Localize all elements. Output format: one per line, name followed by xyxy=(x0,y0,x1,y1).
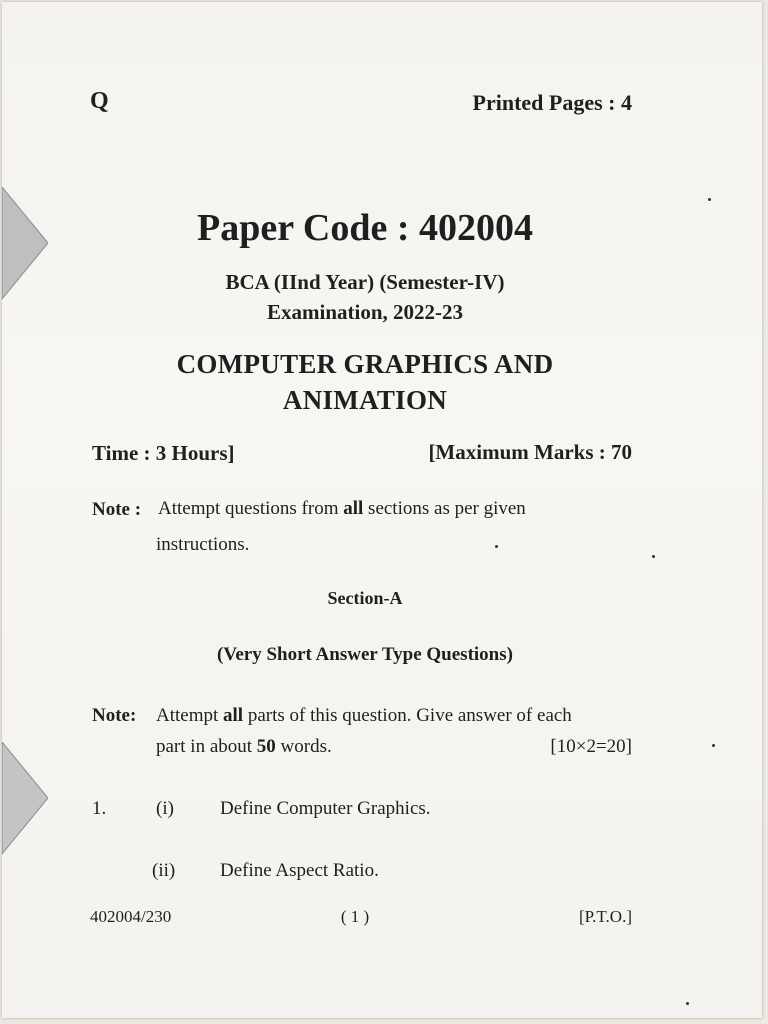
subject-title-line2: ANIMATION xyxy=(282,385,448,415)
general-note-text-before: Attempt questions from xyxy=(158,498,344,519)
exam-paper-page xyxy=(2,2,762,1018)
examination-line: Examination, 2022-23 xyxy=(266,300,463,324)
section-note-label: Note: xyxy=(92,705,137,726)
section-note-cont-bold: 50 xyxy=(256,736,276,757)
section-note-bold: all xyxy=(223,705,244,726)
section-note-text xyxy=(156,705,572,727)
section-note-cont-after: words. xyxy=(275,736,332,757)
maximum-marks: [Maximum Marks : 70 xyxy=(428,440,632,464)
ink-speck xyxy=(708,198,711,201)
ink-speck xyxy=(686,1002,689,1005)
course-line: BCA (IInd Year) (Semester-IV) xyxy=(225,270,505,294)
ink-speck xyxy=(712,744,715,747)
section-note-cont-before: part in about xyxy=(156,736,257,757)
footer-page-number: ( 1 ) xyxy=(340,907,370,926)
question-part-number: (ii) xyxy=(152,860,176,881)
general-note-continuation: instructions. xyxy=(156,534,250,555)
section-note-continuation xyxy=(156,736,332,758)
ink-speck xyxy=(495,545,498,548)
footer-paper-code: 402004/230 xyxy=(90,907,172,926)
general-note-text-after: sections as per given xyxy=(363,498,526,519)
ink-speck xyxy=(652,555,655,558)
section-note-after: parts of this question. Give answer of each xyxy=(243,705,572,726)
question-part-text: Define Computer Graphics. xyxy=(220,798,431,819)
question-number: 1. xyxy=(92,798,107,819)
question-part-text: Define Aspect Ratio. xyxy=(220,860,379,881)
binding-tab-bottom xyxy=(2,742,48,862)
section-subheading: (Very Short Answer Type Questions) xyxy=(217,644,513,665)
exam-time: Time : 3 Hours] xyxy=(92,441,235,465)
section-marks: [10×2=20] xyxy=(550,736,632,757)
paper-code: Paper Code : 402004 xyxy=(197,207,533,249)
subject-title-line1: COMPUTER GRAPHICS AND xyxy=(176,349,554,379)
general-note-text-bold: all xyxy=(343,498,364,519)
section-note-before: Attempt xyxy=(156,705,224,726)
general-note-label: Note : xyxy=(92,499,142,520)
series-letter: Q xyxy=(90,88,109,114)
general-note-text xyxy=(158,498,526,520)
question-part-number: (i) xyxy=(156,798,174,819)
section-heading: Section-A xyxy=(327,588,403,608)
printed-pages: Printed Pages : 4 xyxy=(472,90,632,115)
footer-pto: [P.T.O.] xyxy=(578,907,632,926)
